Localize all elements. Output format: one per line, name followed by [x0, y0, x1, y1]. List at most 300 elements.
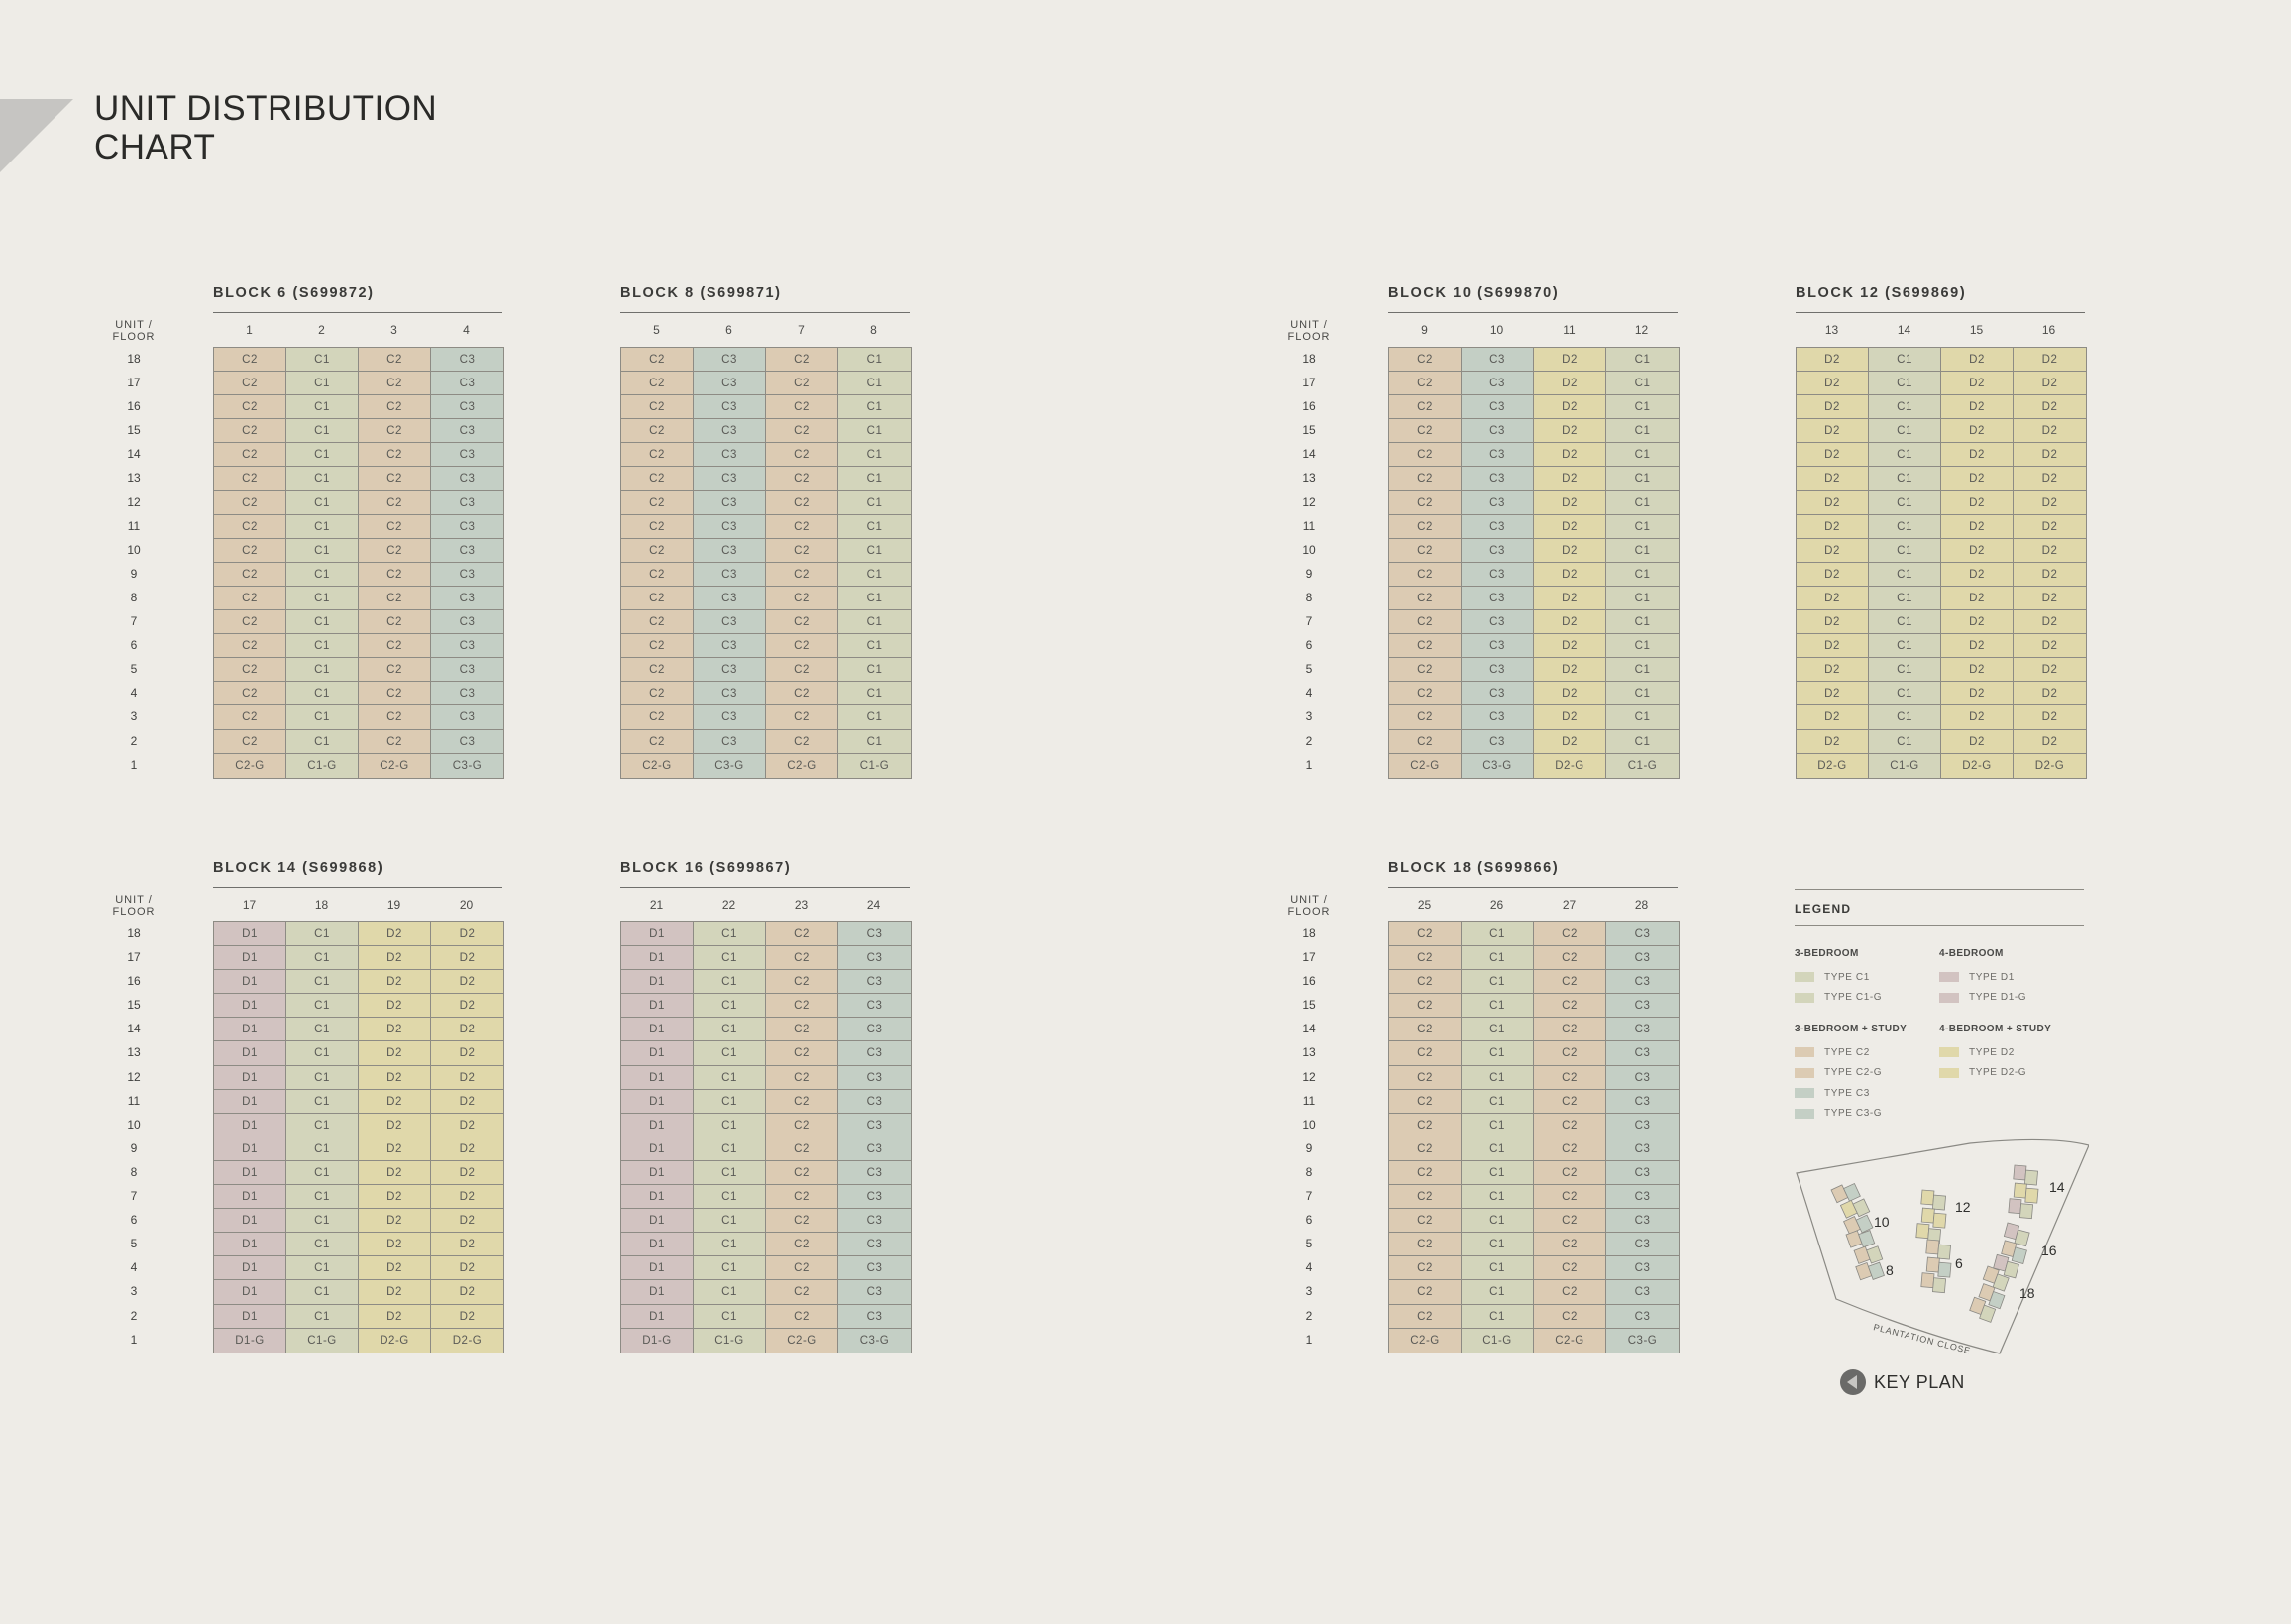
unit-type-cell: D2: [431, 1066, 503, 1090]
floor-label: 1: [1305, 1332, 1313, 1347]
unit-type-cell: D2: [1941, 515, 2014, 539]
floor-label: 4: [130, 686, 138, 701]
floor-label: 18: [1302, 352, 1316, 366]
unit-type-cell: D2: [1941, 467, 2014, 490]
floor-label: 1: [130, 1332, 138, 1347]
unit-type-cell: C1: [838, 682, 911, 705]
page-title: UNIT DISTRIBUTION CHART: [94, 89, 438, 166]
unit-type-cell: C1-G: [1606, 754, 1679, 778]
unit-type-cell: C3: [1606, 1137, 1679, 1161]
unit-type-cell: C1: [838, 372, 911, 395]
unit-type-cell: D2: [2014, 682, 2086, 705]
unit-number: 9: [1421, 323, 1428, 337]
floor-label: 9: [1305, 1140, 1313, 1155]
unit-type-cell: D2: [2014, 348, 2086, 372]
unit-type-cell: C3: [838, 1090, 911, 1114]
unit-type-cell: C2: [214, 443, 286, 467]
unit-type-cell: C1: [286, 1137, 359, 1161]
unit-type-cell: C2: [1389, 730, 1462, 754]
unit-type-cell: C2: [359, 587, 431, 610]
unit-type-cell: D2: [2014, 587, 2086, 610]
unit-type-cell: C2-G: [621, 754, 694, 778]
unit-type-cell: C3: [1606, 1114, 1679, 1137]
footprint-unit: [2025, 1188, 2038, 1203]
floor-label: 3: [1305, 1284, 1313, 1299]
unit-type-cell: D1: [621, 946, 694, 970]
unit-type-cell: D1: [621, 1185, 694, 1209]
unit-number: 10: [1489, 323, 1504, 337]
unit-grid: [620, 347, 912, 779]
unit-type-cell: C2: [766, 1280, 838, 1304]
unit-type-cell: C2: [766, 491, 838, 515]
unit-type-cell: C1: [286, 1280, 359, 1304]
unit-type-cell: D2: [431, 1090, 503, 1114]
unit-number: 20: [459, 898, 474, 912]
unit-type-cell: D2: [1941, 634, 2014, 658]
unit-type-cell: C2-G: [766, 754, 838, 778]
unit-number: 6: [725, 323, 732, 337]
unit-type-cell: C1: [286, 587, 359, 610]
unit-type-cell: D2: [431, 994, 503, 1018]
floor-labels: [94, 921, 173, 1352]
unit-number-row: [1388, 898, 1678, 912]
unit-type-cell: D2: [1941, 705, 2014, 729]
unit-type-cell: D1: [214, 1233, 286, 1256]
unit-type-cell: C1: [694, 1256, 766, 1280]
block-label-8: 8: [1886, 1262, 1894, 1278]
unit-type-cell: C2: [359, 658, 431, 682]
floor-label: 14: [127, 447, 141, 462]
unit-type-cell: D2: [2014, 467, 2086, 490]
unit-type-cell: D1: [621, 1161, 694, 1185]
floor-label: 6: [130, 638, 138, 653]
unit-type-cell: C2: [214, 467, 286, 490]
block-title: BLOCK 10 (S699870): [1388, 285, 1560, 301]
unit-type-cell: C2: [1534, 1114, 1606, 1137]
unit-type-cell: D1: [214, 1209, 286, 1233]
floor-label: 5: [130, 1237, 138, 1251]
unit-type-cell: D2: [1534, 682, 1606, 705]
unit-type-cell: C3: [1606, 1209, 1679, 1233]
unit-type-cell: C2: [359, 443, 431, 467]
unit-type-cell: C1: [1869, 539, 1941, 563]
unit-type-cell: C3: [1606, 994, 1679, 1018]
unit-type-cell: D2: [1797, 395, 1869, 419]
unit-type-cell: C2: [766, 1256, 838, 1280]
unit-type-cell: C2: [214, 372, 286, 395]
unit-type-cell: C1: [1606, 491, 1679, 515]
unit-type-cell: C1-G: [1869, 754, 1941, 778]
unit-type-cell: C1: [286, 610, 359, 634]
floor-labels: [94, 347, 173, 777]
floor-label: 15: [127, 423, 141, 438]
unit-number: 1: [246, 323, 253, 337]
unit-type-cell: C3: [431, 587, 503, 610]
unit-type-cell: C2: [1389, 705, 1462, 729]
unit-type-cell: C1: [838, 658, 911, 682]
unit-type-cell: C1: [1462, 1233, 1534, 1256]
floor-label: 6: [1305, 1213, 1313, 1228]
unit-type-cell: C1: [286, 1066, 359, 1090]
unit-type-cell: C2: [766, 1066, 838, 1090]
unit-type-cell: C1: [286, 682, 359, 705]
footprint-unit: [1916, 1224, 1929, 1239]
floor-label: 7: [130, 1189, 138, 1204]
unit-type-cell: C1: [838, 563, 911, 587]
unit-type-cell: C3: [1606, 1041, 1679, 1065]
unit-type-cell: C1: [1606, 563, 1679, 587]
block-label-12: 12: [1955, 1199, 1971, 1215]
block-title-rule: [1388, 312, 1678, 313]
unit-type-cell: C2: [1534, 970, 1606, 994]
unit-type-cell: C1: [286, 634, 359, 658]
unit-type-cell: D1: [621, 1209, 694, 1233]
unit-type-cell: C1: [694, 1185, 766, 1209]
unit-type-cell: C1-G: [286, 754, 359, 778]
floor-label: 2: [1305, 733, 1313, 748]
unit-type-cell: D1: [621, 1280, 694, 1304]
unit-type-cell: D2: [2014, 539, 2086, 563]
unit-type-cell: C3: [1606, 946, 1679, 970]
unit-type-cell: C1: [1869, 563, 1941, 587]
unit-type-cell: C3: [431, 515, 503, 539]
floor-label: 14: [1302, 1022, 1316, 1036]
unit-type-cell: D2-G: [1797, 754, 1869, 778]
unit-type-cell: D2: [359, 1041, 431, 1065]
unit-type-cell: C3-G: [1606, 1329, 1679, 1353]
floor-label: 6: [1305, 638, 1313, 653]
unit-type-cell: D1: [214, 922, 286, 946]
unit-type-cell: D2: [431, 1209, 503, 1233]
unit-type-cell: D2: [431, 1305, 503, 1329]
unit-type-cell: C2: [214, 395, 286, 419]
floor-label: 17: [1302, 950, 1316, 965]
floor-label: 1: [1305, 757, 1313, 772]
unit-type-cell: C2: [766, 515, 838, 539]
unit-type-cell: C3-G: [838, 1329, 911, 1353]
unit-type-cell: C1: [1462, 1256, 1534, 1280]
legend-column: [1795, 948, 1939, 1139]
unit-type-cell: D2: [1797, 634, 1869, 658]
unit-type-cell: C2: [766, 922, 838, 946]
unit-type-cell: C1: [1462, 1161, 1534, 1185]
unit-type-cell: C3: [694, 395, 766, 419]
unit-type-cell: D2-G: [1534, 754, 1606, 778]
unit-type-cell: D1: [621, 1041, 694, 1065]
unit-type-cell: D2: [2014, 563, 2086, 587]
unit-type-cell: D2: [1534, 587, 1606, 610]
unit-type-cell: C2: [1534, 994, 1606, 1018]
unit-type-cell: C1: [286, 658, 359, 682]
unit-type-cell: D1: [214, 1066, 286, 1090]
unit-type-cell: C2: [766, 994, 838, 1018]
unit-type-cell: C2: [766, 539, 838, 563]
unit-type-cell: D2: [1534, 467, 1606, 490]
unit-type-cell: D2: [1797, 705, 1869, 729]
unit-type-cell: C2: [766, 1209, 838, 1233]
legend-label: TYPE D1-G: [1969, 992, 2027, 1004]
unit-type-cell: C1: [1869, 515, 1941, 539]
unit-type-cell: C2-G: [214, 754, 286, 778]
unit-type-cell: D1: [214, 1114, 286, 1137]
unit-type-cell: C1: [694, 1066, 766, 1090]
unit-type-cell: C3-G: [431, 754, 503, 778]
unit-type-cell: C1: [694, 922, 766, 946]
unit-type-cell: D1-G: [621, 1329, 694, 1353]
unit-type-cell: C3: [431, 491, 503, 515]
unit-type-cell: C3: [1462, 539, 1534, 563]
unit-type-cell: C1: [286, 539, 359, 563]
unit-type-cell: C3: [694, 682, 766, 705]
unit-type-cell: C3: [694, 372, 766, 395]
unit-grid: [620, 921, 912, 1353]
unit-type-cell: C2: [1534, 946, 1606, 970]
unit-type-cell: D2: [359, 946, 431, 970]
unit-number: 26: [1489, 898, 1504, 912]
footprint-unit: [2014, 1183, 2026, 1198]
unit-type-cell: D2: [1797, 563, 1869, 587]
floor-labels: [1269, 347, 1349, 777]
unit-type-cell: C2: [1534, 1256, 1606, 1280]
legend-group-title: 3-BEDROOM: [1795, 948, 1859, 959]
unit-type-cell: C2: [766, 610, 838, 634]
unit-type-cell: C2: [621, 395, 694, 419]
unit-type-cell: C2: [766, 1114, 838, 1137]
legend-group: [1939, 948, 2084, 1008]
unit-type-cell: C2: [214, 658, 286, 682]
unit-type-cell: D2: [2014, 705, 2086, 729]
unit-type-cell: D2: [2014, 491, 2086, 515]
legend-label: TYPE C2-G: [1824, 1067, 1883, 1079]
unit-type-cell: C1: [1869, 658, 1941, 682]
unit-type-cell: C1: [1462, 1280, 1534, 1304]
unit-type-cell: C1: [1462, 922, 1534, 946]
unit-type-cell: D2: [431, 1114, 503, 1137]
unit-type-cell: C3: [431, 395, 503, 419]
footprint-unit: [1846, 1231, 1862, 1247]
floor-label: 18: [127, 926, 141, 940]
unit-type-cell: D2: [1941, 587, 2014, 610]
unit-type-cell: C2: [766, 372, 838, 395]
unit-type-cell: C3: [838, 1256, 911, 1280]
unit-type-cell: C1: [1869, 491, 1941, 515]
unit-type-cell: C1: [1869, 610, 1941, 634]
unit-type-cell: C3: [838, 1114, 911, 1137]
unit-type-cell: C2: [766, 658, 838, 682]
unit-type-cell: C3: [431, 348, 503, 372]
floor-label: 8: [1305, 1164, 1313, 1179]
unit-type-cell: C3: [431, 419, 503, 443]
corner-triangle-decoration: [0, 99, 73, 172]
legend-swatch: [1795, 972, 1814, 982]
floor-label: 11: [127, 1093, 141, 1108]
unit-type-cell: D2: [431, 1233, 503, 1256]
legend-swatch: [1795, 1109, 1814, 1119]
legend-label: TYPE D2: [1969, 1046, 2015, 1058]
unit-type-cell: C1: [694, 1018, 766, 1041]
unit-type-cell: C2: [1389, 1161, 1462, 1185]
unit-type-cell: C1: [1606, 515, 1679, 539]
floor-label: 2: [130, 1308, 138, 1323]
floor-label: 17: [127, 376, 141, 390]
unit-type-cell: D2: [2014, 443, 2086, 467]
footprint-unit: [1868, 1262, 1884, 1279]
unit-type-cell: C3-G: [1462, 754, 1534, 778]
unit-type-cell: D2: [359, 1305, 431, 1329]
floor-label: 8: [130, 590, 138, 604]
unit-type-cell: D2: [1534, 634, 1606, 658]
unit-type-cell: C2: [1534, 1018, 1606, 1041]
footprint-unit: [2024, 1170, 2037, 1185]
unit-type-cell: C2: [1389, 1185, 1462, 1209]
unit-type-cell: D1: [214, 1280, 286, 1304]
unit-type-cell: C3: [431, 539, 503, 563]
unit-type-cell: C2: [1389, 419, 1462, 443]
unit-type-cell: C1: [1606, 634, 1679, 658]
unit-type-cell: D2: [1941, 443, 2014, 467]
unit-type-cell: C1: [1606, 539, 1679, 563]
unit-number: 19: [386, 898, 401, 912]
unit-type-cell: D2: [359, 922, 431, 946]
unit-type-cell: C2: [766, 1090, 838, 1114]
block-title: BLOCK 14 (S699868): [213, 860, 384, 876]
unit-type-cell: D2: [1797, 348, 1869, 372]
unit-type-cell: C3: [1462, 730, 1534, 754]
unit-type-cell: D1: [214, 1018, 286, 1041]
unit-grid: [1388, 347, 1680, 779]
unit-type-cell: D1: [621, 922, 694, 946]
unit-type-cell: C2: [1389, 658, 1462, 682]
unit-type-cell: C1: [286, 491, 359, 515]
unit-type-cell: C3: [838, 1066, 911, 1090]
unit-type-cell: C2: [621, 682, 694, 705]
unit-type-cell: D2-G: [1941, 754, 2014, 778]
unit-type-cell: C2: [766, 1233, 838, 1256]
floor-labels: [1269, 921, 1349, 1352]
floor-label: 10: [1302, 542, 1316, 557]
unit-type-cell: C3: [838, 1018, 911, 1041]
floor-label: 15: [127, 998, 141, 1013]
unit-type-cell: C2: [1389, 634, 1462, 658]
unit-type-cell: D2: [1534, 705, 1606, 729]
unit-type-cell: D1: [621, 1233, 694, 1256]
unit-type-cell: C3: [838, 1161, 911, 1185]
unit-type-cell: C1: [694, 1161, 766, 1185]
unit-type-cell: D2: [1797, 658, 1869, 682]
unit-type-cell: C1: [694, 1090, 766, 1114]
unit-type-cell: C2-G: [1389, 1329, 1462, 1353]
unit-type-cell: D1: [621, 1137, 694, 1161]
unit-type-cell: D2: [431, 1018, 503, 1041]
unit-type-cell: C3: [838, 1305, 911, 1329]
unit-type-cell: D2: [359, 1233, 431, 1256]
unit-type-cell: C2: [766, 1185, 838, 1209]
unit-type-cell: C2-G: [359, 754, 431, 778]
unit-type-cell: C2: [1389, 587, 1462, 610]
unit-type-cell: C2: [766, 467, 838, 490]
unit-type-cell: D2: [359, 1018, 431, 1041]
unit-type-cell: D2: [1941, 563, 2014, 587]
unit-type-cell: C2: [359, 682, 431, 705]
unit-number: 23: [794, 898, 809, 912]
floor-label: 7: [1305, 614, 1313, 629]
footprint-unit: [1926, 1257, 1939, 1272]
footprint-unit: [1921, 1190, 1934, 1205]
unit-type-cell: D2: [2014, 730, 2086, 754]
unit-type-cell: C1: [838, 491, 911, 515]
unit-number: 24: [866, 898, 881, 912]
unit-type-cell: D1: [621, 1114, 694, 1137]
unit-type-cell: C1: [1869, 634, 1941, 658]
unit-type-cell: C3: [694, 610, 766, 634]
unit-number: 18: [314, 898, 329, 912]
block-footprint: [1844, 1226, 1888, 1283]
unit-type-cell: C3: [1606, 1090, 1679, 1114]
unit-type-cell: D2: [2014, 658, 2086, 682]
unit-type-cell: D2: [1534, 539, 1606, 563]
unit-type-cell: C1: [1462, 1041, 1534, 1065]
unit-type-cell: D2: [1941, 610, 2014, 634]
unit-type-cell: C1: [286, 1209, 359, 1233]
unit-type-cell: C2: [214, 348, 286, 372]
legend-swatch: [1795, 1068, 1814, 1078]
unit-type-cell: C1: [1869, 395, 1941, 419]
unit-type-cell: C2: [621, 539, 694, 563]
unit-type-cell: C2: [214, 419, 286, 443]
floor-label: 12: [1302, 1069, 1316, 1084]
block-footprint: [1920, 1240, 1952, 1293]
unit-number: 16: [2041, 323, 2056, 337]
unit-type-cell: D2: [2014, 372, 2086, 395]
unit-type-cell: C3: [1462, 634, 1534, 658]
unit-type-cell: C1: [1606, 395, 1679, 419]
unit-type-cell: C3: [694, 515, 766, 539]
unit-number: 12: [1634, 323, 1649, 337]
unit-type-cell: C2: [214, 634, 286, 658]
legend-label: TYPE C1: [1824, 971, 1870, 983]
unit-number: 13: [1824, 323, 1839, 337]
legend-swatch: [1939, 972, 1959, 982]
unit-type-cell: C2: [214, 563, 286, 587]
unit-type-cell: C1: [1606, 730, 1679, 754]
unit-type-cell: C1: [1606, 348, 1679, 372]
unit-type-cell: D2: [2014, 395, 2086, 419]
unit-type-cell: D2: [359, 1114, 431, 1137]
unit-type-cell: D2: [431, 1185, 503, 1209]
unit-type-cell: D2: [1797, 539, 1869, 563]
unit-type-cell: D2: [1797, 372, 1869, 395]
unit-type-cell: C2: [359, 372, 431, 395]
unit-number: 2: [318, 323, 325, 337]
unit-type-cell: C1: [286, 515, 359, 539]
unit-number: 17: [242, 898, 257, 912]
unit-type-cell: C3: [694, 491, 766, 515]
unit-type-cell: C2: [1389, 1256, 1462, 1280]
block-title: BLOCK 6 (S699872): [213, 285, 375, 301]
unit-type-cell: D2: [431, 946, 503, 970]
unit-type-cell: D2: [359, 1137, 431, 1161]
unit-type-cell: C1: [286, 1305, 359, 1329]
unit-type-cell: C3: [838, 1137, 911, 1161]
unit-type-cell: D2: [431, 1041, 503, 1065]
unit-type-cell: C1: [1462, 1209, 1534, 1233]
unit-type-cell: C2: [621, 730, 694, 754]
legend-group: [1795, 1024, 1939, 1124]
block-title: BLOCK 8 (S699871): [620, 285, 782, 301]
legend-swatch: [1939, 1068, 1959, 1078]
block-footprint: [1915, 1190, 1947, 1244]
legend-group: [1939, 1024, 2084, 1083]
